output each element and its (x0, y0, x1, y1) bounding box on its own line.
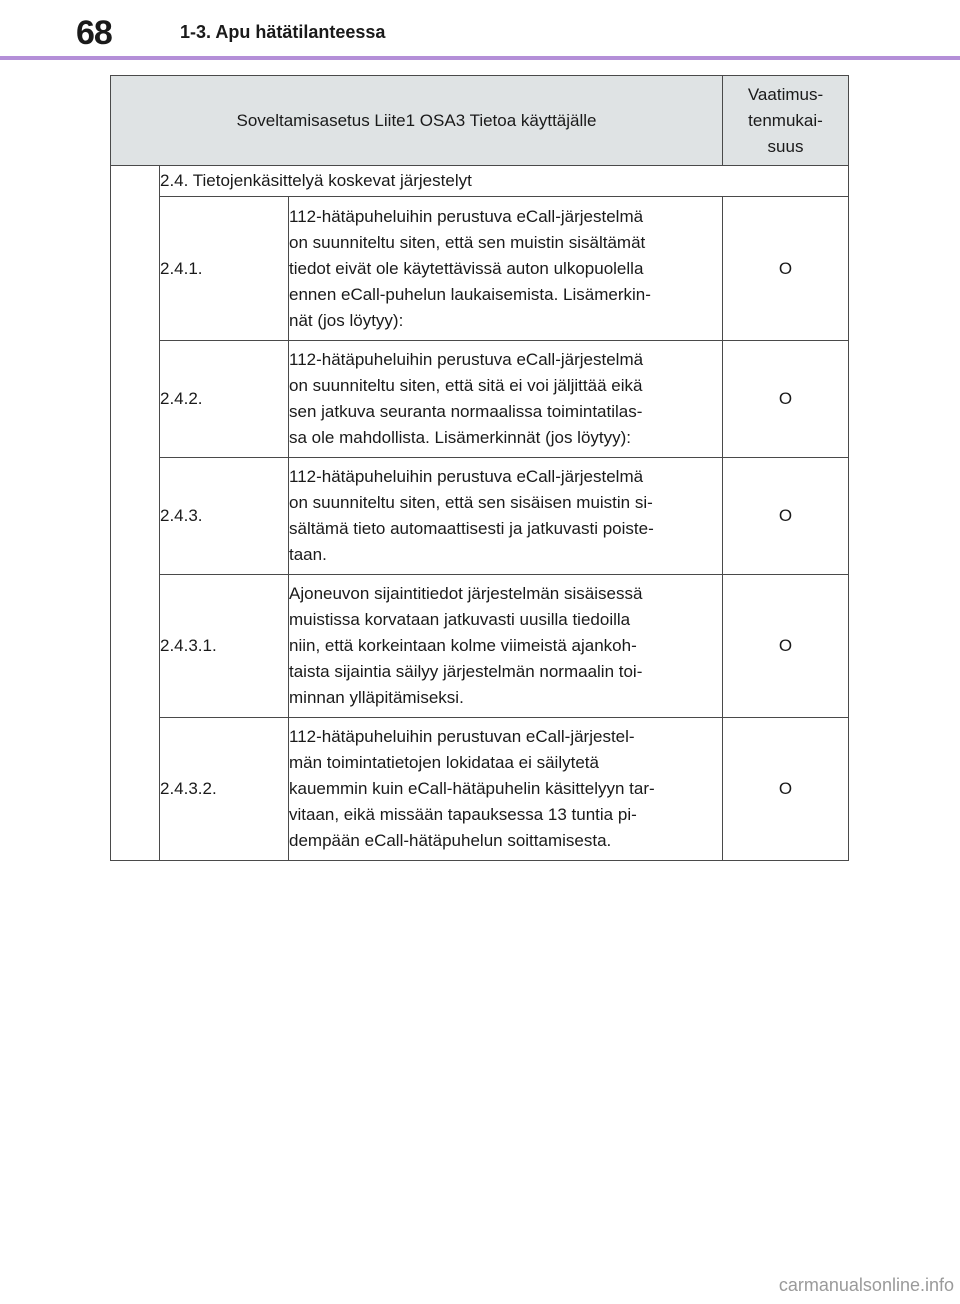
desc-line: taan. (289, 545, 327, 564)
desc-line: niin, että korkeintaan kolme viimeistä ajankoh- (289, 636, 637, 655)
desc-line: minnan ylläpitämiseksi. (289, 688, 464, 707)
table-row (111, 718, 849, 861)
compliance-value: O (723, 718, 849, 861)
compliance-value: O (723, 341, 849, 458)
compliance-value: O (723, 458, 849, 575)
compliance-value: O (723, 197, 849, 341)
table-row (111, 341, 849, 458)
indent-cell (111, 166, 160, 861)
compliance-value: O (723, 575, 849, 718)
header-regulation: Soveltamisasetus Liite1 OSA3 Tietoa käyttäjälle (111, 76, 723, 166)
table-header-row (111, 76, 849, 166)
item-description (289, 575, 723, 718)
requirements-table (110, 75, 849, 861)
desc-line: taista sijaintia säilyy järjestelmän normaalin toi- (289, 662, 643, 681)
header-divider (0, 56, 960, 60)
desc-line: 112-hätäpuheluihin perustuvan eCall-järjestel- (289, 727, 635, 746)
table-row (111, 575, 849, 718)
item-description (289, 458, 723, 575)
desc-line: sen jatkuva seuranta normaalissa toimintatilas- (289, 402, 643, 421)
desc-line: tiedot eivät ole käytettävissä auton ulkopuolella (289, 258, 644, 278)
page-header (0, 0, 960, 60)
desc-line: kauemmin kuin eCall-hätäpuhelin käsittelyyn tar- (289, 779, 655, 798)
item-description (289, 718, 723, 861)
item-number: 2.4.3.1. (160, 575, 289, 718)
chapter-title: 1-3. Apu hätätilanteessa (180, 22, 386, 42)
desc-line: 112-hätäpuheluihin perustuva eCall-järjestelmä (289, 206, 644, 226)
item-description (289, 341, 723, 458)
item-number: 2.4.3.2. (160, 718, 289, 861)
desc-line: on suunniteltu siten, että sitä ei voi jäljittää eikä (289, 376, 643, 395)
desc-line: on suunniteltu siten, että sen sisäisen muistin si- (289, 493, 653, 512)
table-row (111, 197, 849, 341)
header-compliance-line: Vaatimus- (747, 84, 824, 104)
page-number: 68 (76, 14, 112, 52)
desc-line: ennen eCall-puhelun laukaisemista. Lisämerkin- (289, 284, 651, 304)
desc-line: 112-hätäpuheluihin perustuva eCall-järjestelmä (289, 467, 644, 486)
section-row (111, 166, 849, 197)
desc-line: on suunniteltu siten, että sen muistin sisältämät (289, 232, 646, 252)
header-compliance-line: tenmukai- (748, 110, 823, 130)
desc-line: dempään eCall-hätäpuhelun soittamisesta. (289, 831, 612, 850)
item-number: 2.4.3. (160, 458, 289, 575)
desc-line: vitaan, eikä missään tapauksessa 13 tuntia pi- (289, 805, 637, 824)
header-compliance (723, 76, 849, 166)
header-compliance-line: suus (767, 136, 804, 156)
item-description (289, 197, 723, 341)
desc-line: sältämä tieto automaattisesti ja jatkuvasti poiste- (289, 519, 654, 538)
desc-line: 112-hätäpuheluihin perustuva eCall-järjestelmä (289, 350, 644, 369)
section-title: 2.4. Tietojenkäsittelyä koskevat järjestelyt (160, 166, 849, 197)
desc-line: nät (jos löytyy): (289, 310, 404, 330)
item-number: 2.4.1. (160, 197, 289, 341)
desc-line: män toimintatietojen lokidataa ei säilytetä (289, 753, 599, 772)
table-row (111, 458, 849, 575)
watermark: carmanualsonline.info (778, 1275, 954, 1295)
desc-line: Ajoneuvon sijaintitiedot järjestelmän sisäisessä (289, 584, 643, 603)
item-number: 2.4.2. (160, 341, 289, 458)
desc-line: muistissa korvataan jatkuvasti uusilla tiedoilla (289, 610, 631, 629)
desc-line: sa ole mahdollista. Lisämerkinnät (jos löytyy): (289, 428, 632, 447)
